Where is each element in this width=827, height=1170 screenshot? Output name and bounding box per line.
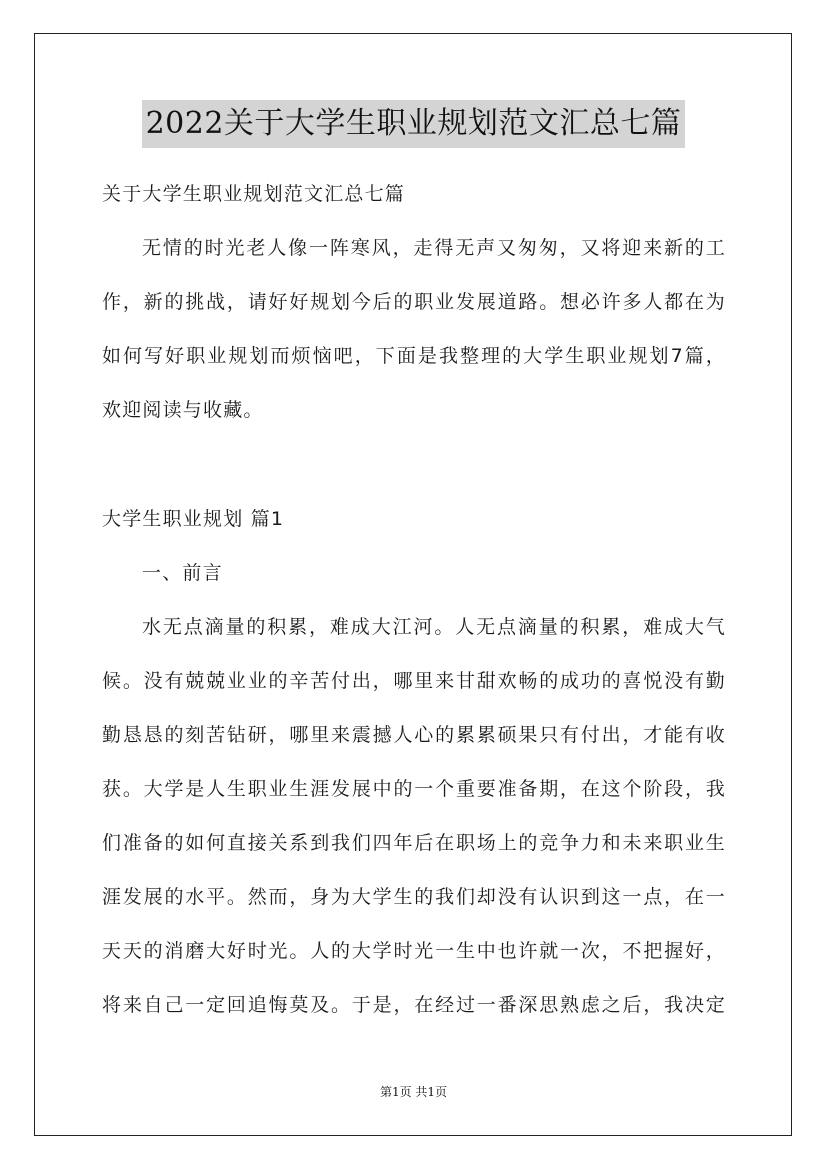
body-line-8: 将来自己一定回追悔莫及。于是，在经过一番深思熟虑之后，我决定 <box>102 994 726 1016</box>
body-line-5: 们准备的如何直接关系到我们四年后在职场上的竞争力和未来职业生 <box>102 832 726 854</box>
document-title: 2022关于大学生职业规划范文汇总七篇 <box>142 100 686 148</box>
document-subtitle: 关于大学生职业规划范文汇总七篇 <box>102 183 406 205</box>
intro-line-4: 欢迎阅读与收藏。 <box>102 399 264 421</box>
body-line-7: 天天的消磨大好时光。人的大学时光一生中也许就一次，不把握好， <box>102 940 726 962</box>
subsection-heading: 一、前言 <box>142 562 223 584</box>
body-line-6: 涯发展的水平。然而，身为大学生的我们却没有认识到这一点，在一 <box>102 886 726 908</box>
title-container <box>0 100 827 148</box>
body-line-1: 水无点滴量的积累，难成大江河。人无点滴量的积累，难成大气 <box>142 616 726 638</box>
page-footer: 第1页 共1页 <box>379 1085 448 1099</box>
intro-line-2: 作，新的挑战，请好好规划今后的职业发展道路。想必许多人都在为 <box>102 291 726 313</box>
body-line-3: 勤恳恳的刻苦钻研，哪里来震撼人心的累累硕果只有付出，才能有收 <box>102 724 726 746</box>
section-heading: 大学生职业规划 篇1 <box>102 508 285 530</box>
body-line-4: 获。大学是人生职业生涯发展中的一个重要准备期，在这个阶段，我 <box>102 778 726 800</box>
body-line-2: 候。没有兢兢业业的辛苦付出，哪里来甘甜欢畅的成功的喜悦没有勤 <box>102 670 726 692</box>
intro-line-1: 无情的时光老人像一阵寒风，走得无声又匆匆，又将迎来新的工 <box>142 237 726 259</box>
intro-line-3: 如何写好职业规划而烦恼吧，下面是我整理的大学生职业规划7篇， <box>102 345 726 367</box>
